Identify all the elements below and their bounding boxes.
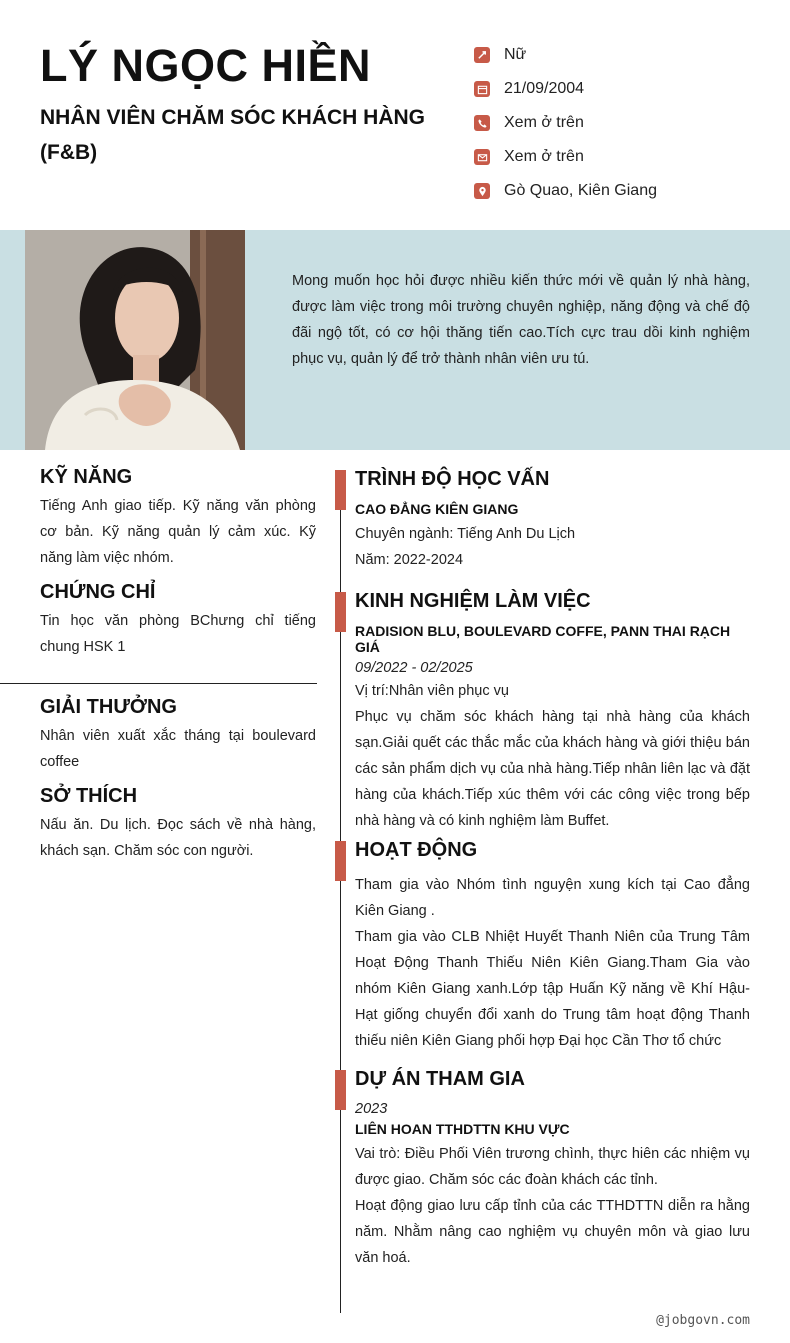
projects-section [355,1068,750,1271]
career-objective: Mong muốn học hỏi được nhiều kiến thức mới về quản lý nhà hàng, được làm việc trong môi trường chuyên nghiệp, năng động và chế độ đãi ngộ tốt, có cơ hội thăng tiến cao.Tích cực trau dồi kinh nghiệm phục vụ, quản lý để trở thành nhân viên ưu tú. [292,273,750,367]
phone-icon [474,115,490,131]
project-year: 2023 [355,1101,388,1117]
gender-icon [474,47,490,63]
phone-text: Xem ở trên [504,114,584,131]
experience-description: Phục vụ chăm sóc khách hàng tại nhà hàng của khách sạn.Giải quết các thắc mắc của khách hàng và giới thiệu bán các sản phẩm dịch vụ của nhà hàng.Tiếp nhân liên lạc và đặt hàng của khách.Tiếp xúc thêm với các công việc trong bếp nhà hàng và có kinh nghiệm làm Buffet. [355,709,750,829]
calendar-icon [474,81,490,97]
project-role: Vai trò: Điều Phối Viên trương chình, thực hiên các nhiệm vụ được giao. Chăm sóc các đoàn khách các tỉnh. [355,1146,750,1188]
contact-gender [474,38,657,72]
contact-birthdate [474,72,657,106]
timeline-marker [335,841,346,881]
timeline-marker [335,470,346,510]
skills-text: Tiếng Anh giao tiếp. Kỹ năng văn phòng cơ bản. Kỹ năng quản lý cảm xúc. Kỹ năng làm việc nhóm. [40,498,316,566]
left-column-lower [40,696,316,864]
job-title: NHÂN VIÊN CHĂM SÓC KHÁCH HÀNG (F&B) [40,106,426,164]
activity-item: Tham gia vào Nhóm tình nguyện xung kích tại Cao đẳng Kiên Giang . [355,877,750,919]
cv-header [0,0,790,230]
activities-title: HOẠT ĐỘNG [355,839,478,861]
certificates-text: Tin học văn phòng BChưng chỉ tiếng chung HSK 1 [40,613,316,655]
projects-title: DỰ ÁN THAM GIA [355,1068,525,1090]
activities-section [355,839,750,1054]
school-name: CAO ĐẲNG KIÊN GIANG [355,501,519,517]
contact-phone [474,106,657,140]
timeline-marker [335,592,346,632]
skills-section [40,466,316,571]
contact-list [474,38,657,208]
watermark: @jobgovn.com [656,1313,750,1328]
hobbies-title: SỞ THÍCH [40,785,138,807]
candidate-name: LÝ NGỌC HIỀN [40,40,372,91]
hobbies-text: Nấu ăn. Du lịch. Đọc sách về nhà hàng, khách sạn. Chăm sóc con người. [40,817,316,859]
experience-section [355,590,750,834]
education-section [355,468,750,573]
contact-address [474,174,657,208]
awards-text: Nhân viên xuất xắc tháng tại boulevard coffee [40,728,316,770]
gender-text: Nữ [504,46,527,63]
profile-banner [0,230,790,450]
certificates-title: CHỨNG CHỈ [40,581,156,603]
address-text: Gò Quao, Kiên Giang [504,182,657,199]
certificates-section [40,581,316,660]
birthdate-text: 21/09/2004 [504,80,585,97]
activity-item: Tham gia vào CLB Nhiệt Huyết Thanh Niên của Trung Tâm Hoạt Động Thanh Thiếu Niên Kiên Giang.Tham Gia vào nhóm Kiên Giang xanh.Lớp tập Huấn Kỹ năng về Khí Hậu- Hạt giống chuyển đổi xanh do Trung tâm hoạt động Thanh thiếu niên Kiên Giang phối hợp Đại học Cần Thơ tổ chức [355,929,750,1049]
skills-title: KỸ NĂNG [40,466,133,488]
email-text: Xem ở trên [504,148,584,165]
mail-icon [474,149,490,165]
education-years: Năm: 2022-2024 [355,552,464,568]
contact-email [474,140,657,174]
hobbies-section [40,785,316,864]
project-description: Hoạt động giao lưu cấp tỉnh của các TTHDTTN diễn ra hằng năm. Nhằm nâng cao nghiệm vụ chuyên môn và giao lưu văn hoá. [355,1198,750,1266]
education-major: Chuyên ngành: Tiếng Anh Du Lịch [355,526,576,542]
project-name: LIÊN HOAN TTHDTTN KHU VỰC [355,1121,570,1137]
experience-period: 09/2022 - 02/2025 [355,660,473,676]
timeline-marker [335,1070,346,1110]
location-icon [474,183,490,199]
awards-title: GIẢI THƯỞNG [40,696,177,718]
experience-title: KINH NGHIỆM LÀM VIỆC [355,590,591,612]
profile-photo [25,230,245,450]
education-title: TRÌNH ĐỘ HỌC VẤN [355,468,550,490]
company-name: RADISION BLU, BOULEVARD COFFE, PANN THAI RẠCH GIÁ [355,623,731,655]
left-column [40,466,316,660]
experience-position: Vị trí:Nhân viên phục vụ [355,683,509,699]
section-divider [0,683,317,684]
awards-section [40,696,316,775]
